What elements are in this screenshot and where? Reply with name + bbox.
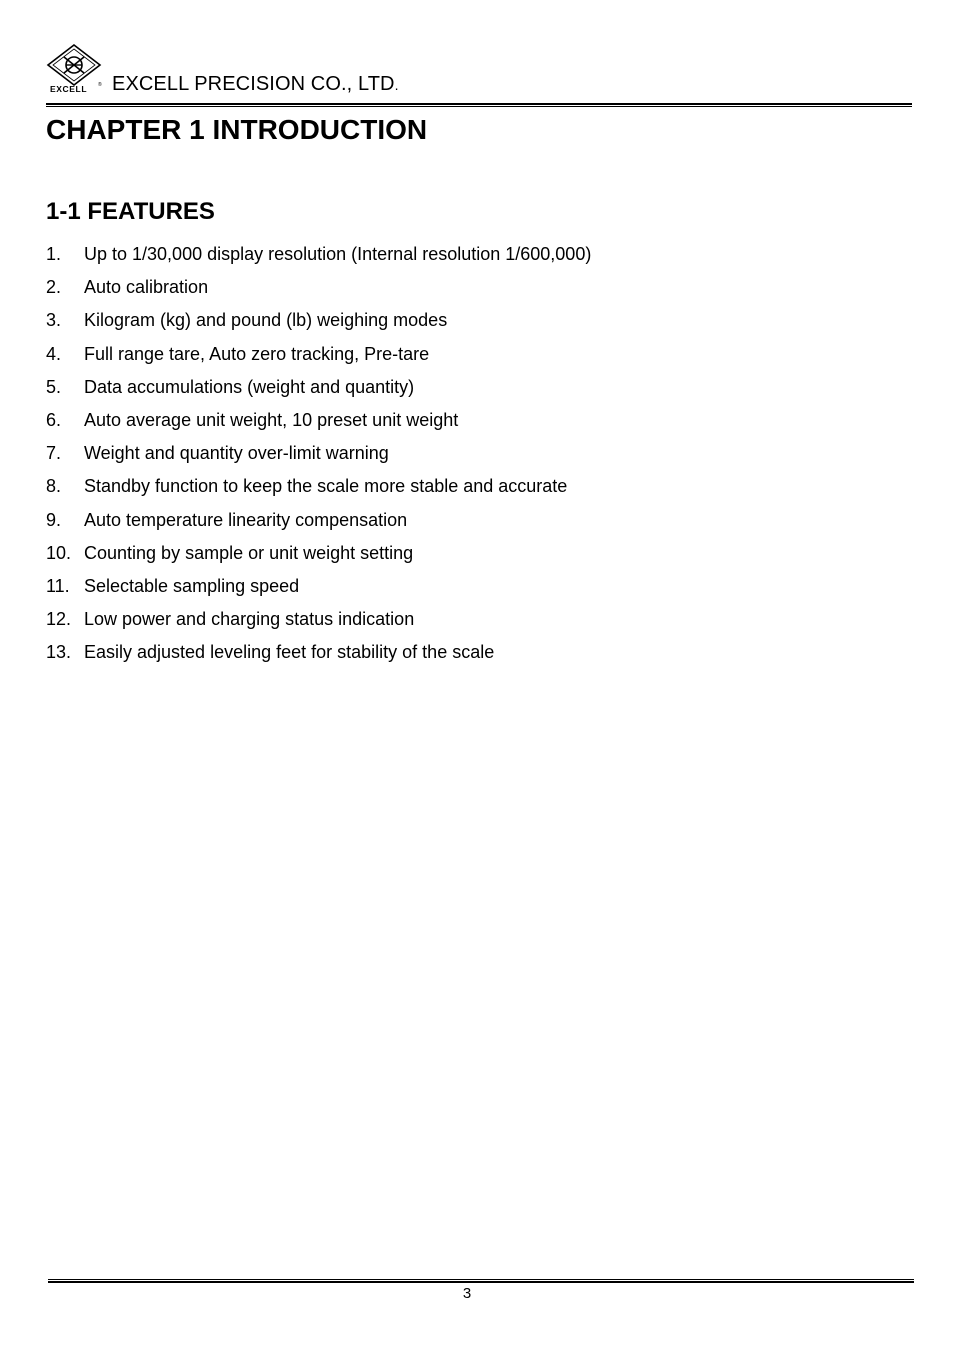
logo-label: EXCELL [50, 84, 88, 94]
section-title: 1-1 FEATURES [46, 198, 215, 225]
list-item: 2. Auto calibration [46, 277, 209, 298]
header-divider [46, 103, 912, 107]
features-list [46, 241, 906, 672]
chapter-title: CHAPTER 1 INTRODUCTION [46, 114, 428, 145]
list-item: 10. Counting by sample or unit weight setting [46, 542, 414, 563]
company-name: EXCELL PRECISION CO., LTD. [112, 73, 399, 95]
list-item: 1. Up to 1/30,000 display resolution (Internal resolution 1/600,000) [46, 244, 592, 264]
list-item: 4. Full range tare, Auto zero tracking, Pre-tare [46, 343, 430, 364]
list-item: 6. Auto average unit weight, 10 preset unit weight [46, 409, 459, 430]
list-item: 12. Low power and charging status indication [46, 609, 415, 630]
list-item: 7. Weight and quantity over-limit warning [46, 443, 389, 464]
list-item: 8. Standby function to keep the scale more stable and accurate [46, 476, 568, 497]
svg-text:®: ® [98, 82, 102, 88]
excell-logo-icon [46, 44, 104, 94]
footer-divider [48, 1279, 914, 1283]
page-header [46, 44, 912, 108]
list-item: 9. Auto temperature linearity compensation [46, 509, 408, 530]
list-item: 3. Kilogram (kg) and pound (lb) weighing modes [46, 310, 448, 331]
page-number: 3 [462, 1285, 472, 1302]
list-item: 11. Selectable sampling speed [46, 575, 300, 596]
list-item: 5. Data accumulations (weight and quantity) [46, 376, 415, 397]
list-item: 13. Easily adjusted leveling feet for stability of the scale [46, 642, 495, 663]
